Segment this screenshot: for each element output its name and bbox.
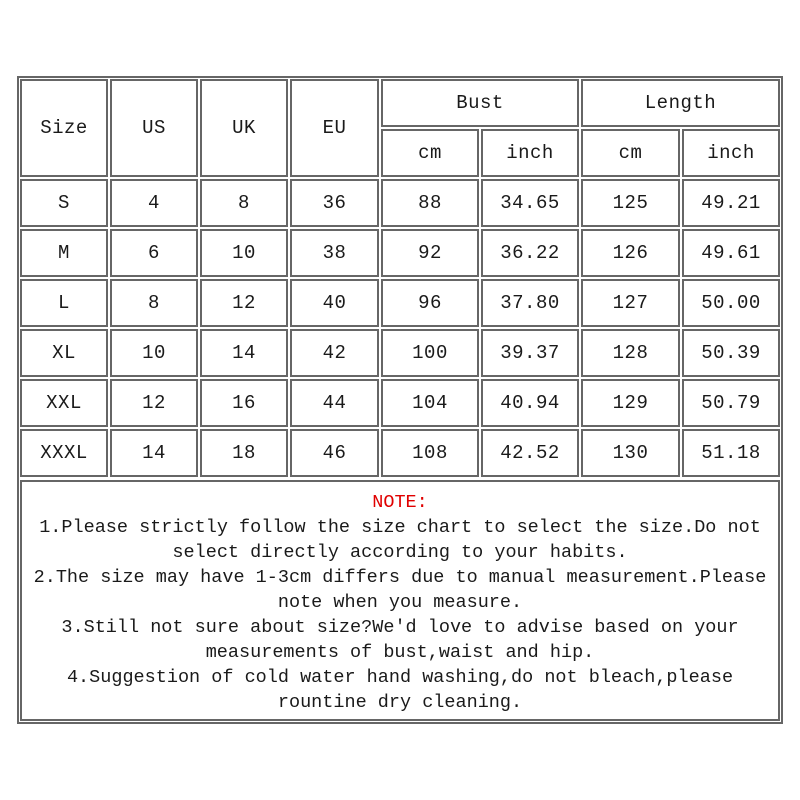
cell-bust-inch: 36.22 xyxy=(481,229,579,277)
cell-us: 8 xyxy=(110,279,198,327)
cell-length-cm: 127 xyxy=(581,279,680,327)
cell-bust-inch: 40.94 xyxy=(481,379,579,427)
cell-length-inch: 51.18 xyxy=(682,429,780,477)
note-line: select directly according to your habits. xyxy=(172,542,628,563)
cell-size: XL xyxy=(20,329,108,377)
header-eu: EU xyxy=(290,79,379,177)
note-line: 4.Suggestion of cold water hand washing,do not bleach,please xyxy=(66,667,734,688)
cell-uk: 18 xyxy=(200,429,288,477)
cell-us: 12 xyxy=(110,379,198,427)
header-size: Size xyxy=(20,79,108,177)
cell-size: XXXL xyxy=(20,429,108,477)
cell-eu: 38 xyxy=(290,229,379,277)
header-bust-inch: inch xyxy=(481,129,579,177)
cell-bust-cm: 108 xyxy=(381,429,479,477)
cell-length-cm: 125 xyxy=(581,179,680,227)
note-line: measurements of bust,waist and hip. xyxy=(205,642,595,663)
header-bust: Bust xyxy=(381,79,579,127)
cell-size: XXL xyxy=(20,379,108,427)
cell-length-inch: 50.39 xyxy=(682,329,780,377)
cell-bust-cm: 96 xyxy=(381,279,479,327)
note-line: note when you measure. xyxy=(277,592,523,613)
cell-us: 14 xyxy=(110,429,198,477)
note-line: 3.Still not sure about size?We'd love to advise based on your xyxy=(61,617,739,638)
cell-uk: 12 xyxy=(200,279,288,327)
cell-eu: 42 xyxy=(290,329,379,377)
cell-uk: 14 xyxy=(200,329,288,377)
cell-length-cm: 130 xyxy=(581,429,680,477)
note-line: 1.Please strictly follow the size chart to select the size.Do not xyxy=(39,517,761,538)
cell-us: 6 xyxy=(110,229,198,277)
header-length-inch: inch xyxy=(682,129,780,177)
cell-bust-cm: 88 xyxy=(381,179,479,227)
header-bust-cm: cm xyxy=(381,129,479,177)
cell-bust-cm: 92 xyxy=(381,229,479,277)
cell-bust-cm: 104 xyxy=(381,379,479,427)
cell-bust-inch: 39.37 xyxy=(481,329,579,377)
cell-length-cm: 126 xyxy=(581,229,680,277)
cell-eu: 46 xyxy=(290,429,379,477)
header-length-cm: cm xyxy=(581,129,680,177)
cell-uk: 10 xyxy=(200,229,288,277)
cell-size: M xyxy=(20,229,108,277)
header-us: US xyxy=(110,79,198,177)
note-title: NOTE: xyxy=(372,492,428,513)
note-line: rountine dry cleaning. xyxy=(277,692,523,713)
cell-uk: 8 xyxy=(200,179,288,227)
cell-size: L xyxy=(20,279,108,327)
cell-size: S xyxy=(20,179,108,227)
cell-length-cm: 128 xyxy=(581,329,680,377)
cell-eu: 40 xyxy=(290,279,379,327)
cell-length-inch: 50.79 xyxy=(682,379,780,427)
cell-uk: 16 xyxy=(200,379,288,427)
header-uk: UK xyxy=(200,79,288,177)
cell-eu: 36 xyxy=(290,179,379,227)
cell-us: 10 xyxy=(110,329,198,377)
cell-bust-inch: 37.80 xyxy=(481,279,579,327)
notes-box xyxy=(20,480,780,721)
cell-length-inch: 50.00 xyxy=(682,279,780,327)
cell-length-cm: 129 xyxy=(581,379,680,427)
header-length: Length xyxy=(581,79,780,127)
cell-length-inch: 49.61 xyxy=(682,229,780,277)
cell-us: 4 xyxy=(110,179,198,227)
cell-bust-inch: 34.65 xyxy=(481,179,579,227)
cell-bust-inch: 42.52 xyxy=(481,429,579,477)
cell-bust-cm: 100 xyxy=(381,329,479,377)
cell-length-inch: 49.21 xyxy=(682,179,780,227)
cell-eu: 44 xyxy=(290,379,379,427)
note-line: 2.The size may have 1-3cm differs due to manual measurement.Please xyxy=(33,567,767,588)
